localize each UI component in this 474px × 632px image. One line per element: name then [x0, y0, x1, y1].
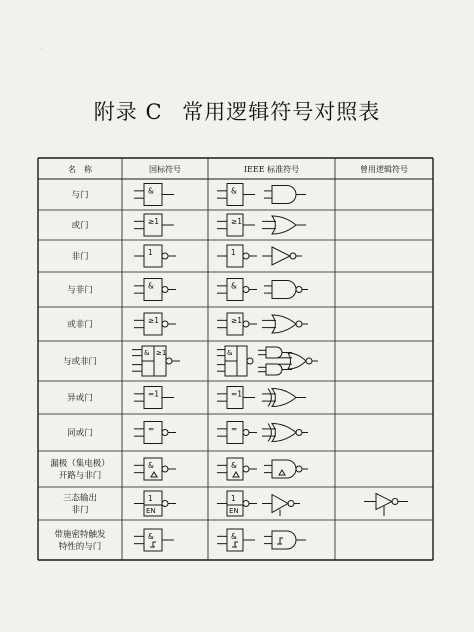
gate-outline	[266, 347, 282, 358]
gate-qualifier: 1	[148, 494, 153, 503]
gate-outline	[272, 247, 290, 265]
inversion-bubble	[296, 466, 302, 472]
gb-gate-symbol	[134, 245, 176, 267]
gb-gate-symbol	[217, 313, 257, 335]
schmitt-mark	[232, 542, 238, 547]
table-row	[67, 279, 308, 301]
gate-qualifier: &	[231, 532, 237, 541]
row-name: 特性的与门	[58, 542, 102, 552]
row-name: 异或门	[67, 393, 93, 404]
gb-gate-symbol	[134, 184, 174, 206]
gate-qualifier: ≥1	[156, 349, 167, 357]
gate-qualifier: ≥1	[148, 217, 160, 226]
gb-gate-symbol	[134, 387, 174, 409]
table-row	[67, 387, 306, 409]
inversion-bubble	[243, 253, 249, 259]
inversion-bubble	[243, 501, 249, 507]
gate-qualifier: =1	[148, 389, 160, 399]
row-name: 同或门	[67, 428, 93, 439]
gb-gate-symbol	[217, 214, 255, 236]
gb-gate-symbol	[217, 279, 257, 301]
table-row	[71, 245, 302, 267]
inversion-bubble	[162, 287, 168, 293]
and-gate-icon	[258, 347, 292, 358]
gate-qualifier: ≥1	[231, 316, 243, 325]
inversion-bubble	[306, 358, 312, 364]
gate-outline	[272, 389, 296, 407]
gb-gate-symbol	[134, 279, 176, 301]
inversion-bubble	[247, 358, 253, 364]
and-or-invert-icon	[258, 347, 318, 375]
ieee-rect-symbol	[217, 346, 253, 376]
inversion-bubble	[162, 321, 168, 327]
table-header-row	[68, 164, 408, 174]
row-name: 与或非门	[62, 357, 98, 367]
gb-gate-symbol	[134, 458, 176, 480]
table-row	[71, 214, 306, 236]
table-row	[67, 313, 308, 335]
open-drain-mark	[151, 472, 157, 477]
row-name: 漏极（集电极）	[50, 459, 110, 469]
gate-qualifier: 1	[231, 248, 236, 257]
row-name: 与非门	[67, 285, 93, 296]
tristate-inverter-icon	[262, 495, 300, 517]
row-name: 非门	[71, 505, 89, 516]
inversion-bubble	[166, 358, 172, 364]
row-name: 三态输出	[62, 493, 98, 504]
and-gate-icon	[258, 364, 292, 375]
table-row	[71, 184, 306, 206]
nor-gate-icon	[278, 353, 318, 369]
gate-outline	[272, 315, 296, 333]
inversion-bubble	[243, 287, 249, 293]
open-drain-mark	[279, 470, 285, 475]
gate-qualifier: &	[148, 532, 154, 541]
gb-gate-symbol	[134, 529, 174, 551]
gate-qualifier: =	[148, 424, 155, 434]
gb-gate-symbol	[132, 346, 180, 376]
inversion-bubble	[243, 430, 249, 436]
enable-label: EN	[146, 507, 156, 515]
table-body	[50, 184, 408, 553]
title-appendix: 附录 C	[93, 100, 163, 124]
row-name: 与门	[71, 190, 89, 201]
gb-gate-symbol	[217, 422, 257, 444]
table-row	[54, 529, 306, 552]
enable-label: EN	[229, 507, 239, 515]
inversion-bubble	[296, 321, 302, 327]
schmitt-and-icon	[264, 531, 306, 549]
inversion-bubble	[162, 501, 168, 507]
table-row	[67, 422, 308, 444]
xor-gate-icon	[262, 389, 306, 407]
or-gate-icon	[262, 216, 306, 234]
row-name: 开路与非门	[58, 471, 102, 481]
gate-outline	[272, 216, 296, 234]
gate-qualifier: &	[148, 461, 154, 470]
gate-outline	[272, 281, 296, 299]
inversion-bubble	[243, 321, 249, 327]
gb-gate-symbol	[217, 245, 257, 267]
gb-gate-symbol	[217, 387, 255, 409]
inversion-bubble	[162, 466, 168, 472]
gate-qualifier: &	[231, 461, 237, 470]
gb-gate-symbol	[217, 491, 257, 516]
gate-outline	[266, 364, 282, 375]
column-header: IEEE 标准符号	[243, 165, 300, 174]
row-name: 带施密特触发	[54, 530, 106, 540]
nand-gate-icon	[264, 281, 308, 299]
and-gate-icon	[264, 186, 306, 204]
gate-outline	[272, 531, 296, 549]
schmitt-mark	[150, 542, 156, 547]
xor-extra-arc	[268, 424, 271, 442]
table-row	[63, 346, 318, 376]
gate-outline	[272, 186, 296, 204]
gate-qualifier: =	[231, 424, 238, 434]
row-name: 或门	[71, 221, 89, 231]
gate-qualifier: &	[144, 349, 150, 357]
gb-gate-symbol	[134, 422, 176, 444]
nor-gate-icon	[262, 315, 308, 333]
gate-qualifier: 1	[148, 248, 153, 257]
old-tristate-symbol	[364, 494, 408, 517]
gate-qualifier: &	[227, 349, 233, 357]
inversion-bubble	[296, 430, 302, 436]
gb-gate-symbol	[217, 184, 255, 206]
gate-qualifier: &	[231, 281, 237, 291]
gb-gate-symbol	[217, 529, 255, 551]
table-row	[63, 491, 408, 516]
gb-gate-symbol	[134, 214, 174, 236]
column-header: 国标符号	[149, 165, 181, 174]
gate-qualifier: &	[231, 186, 237, 196]
gate-qualifier: =1	[231, 389, 243, 399]
gate-body	[144, 245, 162, 267]
inversion-bubble	[296, 287, 302, 293]
xor-extra-arc	[268, 389, 271, 407]
column-header: 名 称	[68, 165, 92, 174]
gate-qualifier: ≥1	[148, 316, 160, 325]
gate-qualifier: &	[148, 281, 154, 291]
column-header: 曾用逻辑符号	[360, 165, 408, 174]
open-drain-nand-icon	[264, 460, 308, 478]
gate-qualifier: ≥1	[231, 217, 243, 226]
not-gate-icon	[262, 247, 302, 265]
gate-outline	[288, 353, 306, 369]
gate-qualifier: &	[148, 186, 154, 196]
gb-gate-symbol	[134, 313, 176, 335]
row-name: 非门	[71, 252, 89, 262]
row-name: 或非门	[67, 320, 93, 330]
inversion-bubble	[243, 466, 249, 472]
xnor-gate-icon	[262, 424, 308, 442]
table-row	[50, 458, 308, 481]
gb-gate-symbol	[217, 458, 257, 480]
title-text: 常用逻辑符号对照表	[182, 100, 381, 124]
schmitt-mark	[277, 538, 283, 544]
inversion-bubble	[162, 430, 168, 436]
gate-outline	[272, 424, 296, 442]
inversion-bubble	[162, 253, 168, 259]
gate-qualifier: 1	[231, 494, 236, 503]
gb-gate-symbol	[134, 491, 176, 516]
open-drain-mark	[233, 472, 239, 477]
